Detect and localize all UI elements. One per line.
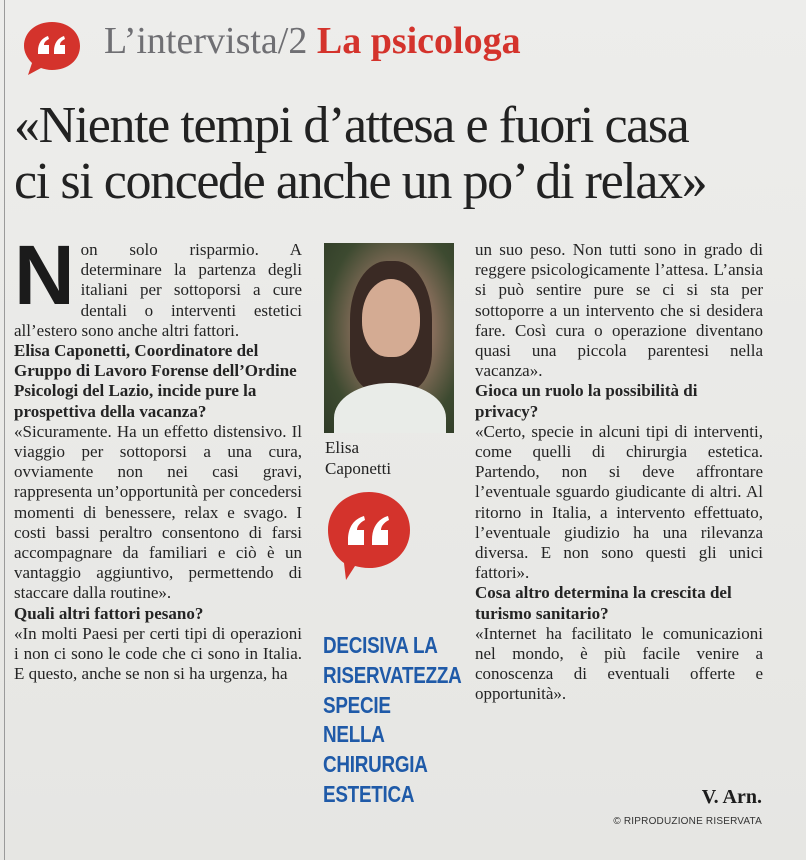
lead-paragraph xyxy=(14,228,302,341)
pull-quote: DECISIVA LA RISERVATEZZA SPECIE NELLA CHIRURGIA ESTETICA xyxy=(323,632,462,807)
portrait-photo xyxy=(324,243,454,433)
answer: «Certo, specie in alcuni tipi di interventi, come quelli di chirurgia estetica. Partendo, non si deve affrontare l’eventuale sguardo giudicante di altri. Al ritorno in Italia, a intervento effettuato, l’eventuale giudizio ha una rilevanza diversa. E non sono questi gli unici fattori». xyxy=(475,421,763,583)
headline-line: «Niente tempi d’attesa e fuori casa xyxy=(14,97,689,154)
lead-text: on solo risparmio. A determinare la partenza degli italiani per sottoporsi a cure dentali o interventi estetici all’estero sono anche altri fattori. xyxy=(14,240,302,340)
quote-bubble-icon xyxy=(326,490,412,582)
byline: V. Arn. xyxy=(701,786,762,808)
drop-cap: N xyxy=(14,228,75,322)
photo-caption: Elisa Caponetti xyxy=(325,438,392,478)
question: Gioca un ruolo la possibilità di privacy? xyxy=(475,381,698,421)
answer: «Sicuramente. Ha un effetto distensivo. Il viaggio per sottoporsi a una cura, ovviamente non nei casi gravi, rappresenta un’opportunità per concedersi momenti di benessere, relax e svago. I costi bassi peraltro consentono di farsi accompagnare da familiari e ciò è un vantaggio aggiuntivo, permettendo di staccare dalla routine». xyxy=(14,421,302,603)
answer: «Internet ha facilitato le comunicazioni nel mondo, è più facile venire a conoscenza di eventuali offerte e opportunità». xyxy=(475,623,763,704)
question: Quali altri fattori pesano? xyxy=(14,603,204,623)
article-column-1 xyxy=(14,228,302,684)
copyright-notice: © RIPRODUZIONE RISERVATA xyxy=(613,816,762,827)
answer: un suo peso. Non tutti sono in grado di reggere psicologicamente l’attesa. L’ansia si può sentire pure se ci si sta per sottoporre a un intervento che si desidera fare. Così cura o operazione diventano quasi una piccola parentesi nella vacanza». xyxy=(475,240,763,381)
column-rule xyxy=(4,0,5,860)
answer: «In molti Paesi per certi tipi di operazioni i non ci sono le code che ci sono in Italia. E questo, anche se non si ha urgenza, ha xyxy=(14,623,302,684)
question: Cosa altro determina la crescita del turismo sanitario? xyxy=(475,583,732,623)
question: Elisa Caponetti, Coordinatore del Gruppo di Lavoro Forense dell’Ordine Psicologi del Lazio, incide pure la prospettiva della vacanza? xyxy=(14,341,297,421)
headline xyxy=(14,98,794,210)
quote-bubble-icon xyxy=(22,20,82,76)
kicker xyxy=(104,18,521,64)
kicker-section: L’intervista/2 xyxy=(104,20,308,62)
article-column-3 xyxy=(475,240,763,705)
kicker-topic: La psicologa xyxy=(316,20,521,62)
headline-line: ci si concede anche un po’ di relax» xyxy=(14,153,707,210)
